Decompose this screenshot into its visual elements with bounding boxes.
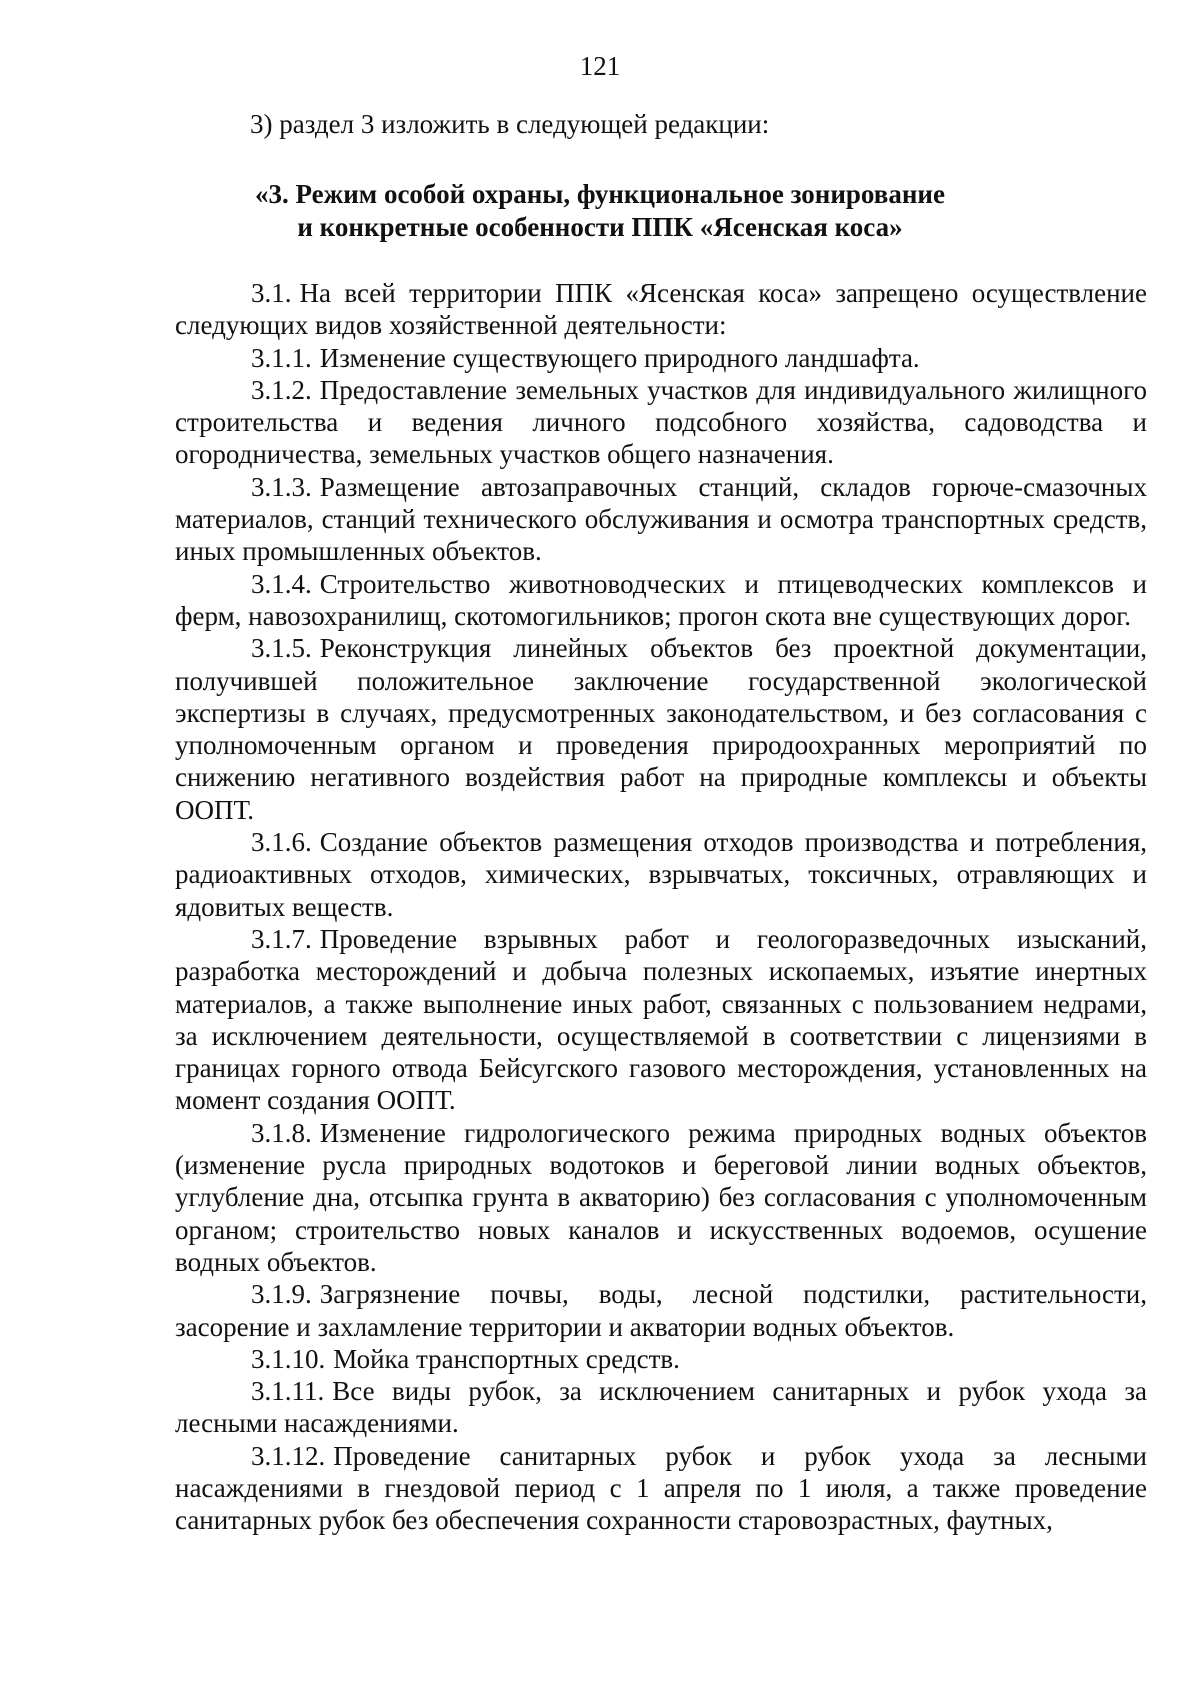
paragraph-3-1-11 bbox=[175, 1375, 1147, 1440]
paragraph-3-1-12 bbox=[175, 1440, 1147, 1537]
paragraph-3-1-9 bbox=[175, 1278, 1147, 1343]
paragraph-number: 3.1.5. bbox=[251, 633, 312, 664]
paragraph-text: Загрязнение почвы, воды, лесной подстилки, растительности, засорение и захламление территории и акватории водных объектов. bbox=[175, 1279, 1147, 1342]
paragraph-text: Проведение взрывных работ и геологоразведочных изысканий, разработка месторождений и добыча полезных ископаемых, изъятие инертных материалов, а также выполнение иных работ, связанных с пользованием недрами, за исключением деятельности, осуществляемой в соответствии с лицензиями в границах горного отвода Бейсугского газового месторождения, установленных на момент создания ООПТ. bbox=[175, 923, 1147, 1116]
paragraph-number: 3.1.2. bbox=[251, 374, 312, 405]
paragraph-number: 3.1.1. bbox=[251, 342, 312, 373]
paragraph-3-1-8 bbox=[175, 1117, 1147, 1278]
paragraph-number: 3.1.3. bbox=[251, 471, 312, 502]
paragraph-number: 3.1.9. bbox=[251, 1279, 312, 1310]
paragraph-3-1-1 bbox=[175, 342, 1147, 374]
paragraph-3-1-7 bbox=[175, 923, 1147, 1117]
paragraph-text: Все виды рубок, за исключением санитарных и рубок ухода за лесными насаждениями. bbox=[175, 1376, 1147, 1439]
paragraph-3-1-4 bbox=[175, 568, 1147, 633]
paragraph-text: Проведение санитарных рубок и рубок ухода за лесными насаждениями в гнездовой период с 1 апреля по 1 июля, а также проведение санитарных рубок без обеспечения сохранности старовозрастных, фаутных, bbox=[175, 1440, 1147, 1536]
paragraph-text: Размещение автозаправочных станций, складов горюче-смазочных материалов, станций технического обслуживания и осмотра транспортных средств, иных промышленных объектов. bbox=[175, 471, 1147, 567]
paragraph-text: Мойка транспортных средств. bbox=[333, 1343, 680, 1374]
paragraph-text: Изменение гидрологического режима природных водных объектов (изменение русла природных водотоков и береговой линии водных объектов, углубление дна, отсыпка грунта в акваторию) без согласования с уполномоченным органом; строительство новых каналов и искусственных водоемов, осушение водных объектов. bbox=[175, 1117, 1147, 1277]
paragraph-text: Создание объектов размещения отходов производства и потребления, радиоактивных отходов, химических, взрывчатых, токсичных, отравляющих и ядовитых веществ. bbox=[175, 827, 1147, 922]
paragraph-number: 3.1.12. bbox=[251, 1440, 326, 1471]
paragraph-number: 3.1.7. bbox=[251, 923, 312, 954]
paragraph-3-1-5 bbox=[175, 632, 1147, 826]
section-heading bbox=[0, 178, 1200, 244]
paragraph-3-1 bbox=[175, 277, 1147, 342]
paragraph-text: Строительство животноводческих и птицеводческих комплексов и ферм, навозохранилищ, скотомогильников; прогон скота вне существующих дорог. bbox=[175, 568, 1147, 631]
section-heading-line-1: «3. Режим особой охраны, функциональное зонирование bbox=[255, 179, 945, 209]
paragraph-text: На всей территории ППК «Ясенская коса» запрещено осуществление следующих видов хозяйственной деятельности: bbox=[175, 278, 1147, 341]
paragraph-number: 3.1.6. bbox=[251, 827, 312, 858]
paragraph-text: Предоставление земельных участков для индивидуального жилищного строительства и ведения личного подсобного хозяйства, садоводства и огородничества, земельных участков общего назначения. bbox=[175, 374, 1147, 470]
paragraph-3-1-10 bbox=[175, 1343, 1147, 1375]
paragraph-text: Реконструкция линейных объектов без проектной документации, получившей положительное заключение государственной экологической экспертизы в случаях, предусмотренных законодательством, и без согласования с уполномоченным органом и проведения природоохранных мероприятий по снижению негативного воздействия работ на природные комплексы и объекты ООПТ. bbox=[175, 633, 1147, 825]
paragraph-3-1-6 bbox=[175, 826, 1147, 923]
paragraph-number: 3.1.8. bbox=[251, 1117, 312, 1148]
intro-line: 3) раздел 3 изложить в следующей редакции: bbox=[250, 109, 770, 139]
paragraph-number: 3.1.11. bbox=[251, 1376, 325, 1407]
paragraph-number: 3.1.10. bbox=[251, 1343, 326, 1374]
document-body bbox=[175, 277, 1147, 1537]
paragraph-3-1-2 bbox=[175, 374, 1147, 471]
paragraph-number: 3.1. bbox=[251, 278, 292, 308]
paragraph-3-1-3 bbox=[175, 471, 1147, 568]
section-heading-line-2: и конкретные особенности ППК «Ясенская коса» bbox=[297, 212, 903, 242]
paragraph-number: 3.1.4. bbox=[251, 568, 312, 599]
paragraph-text: Изменение существующего природного ландшафта. bbox=[319, 342, 920, 373]
page-number: 121 bbox=[579, 51, 621, 81]
